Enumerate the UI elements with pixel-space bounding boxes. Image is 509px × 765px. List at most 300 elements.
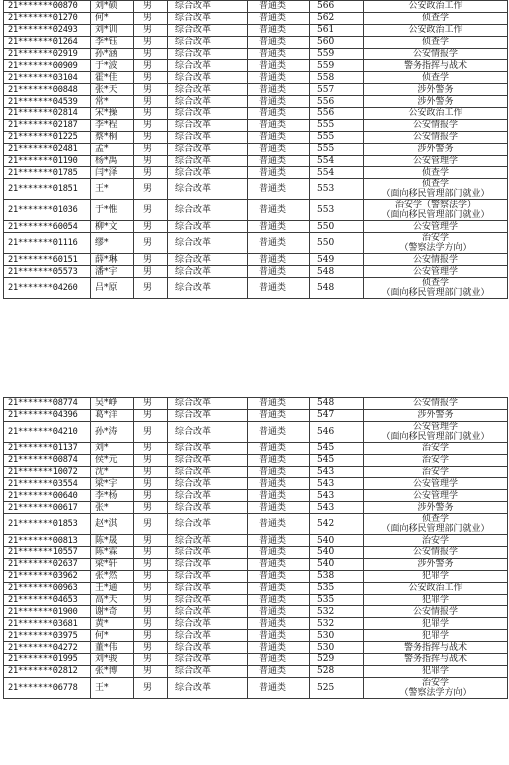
score-cell: 545 <box>310 442 364 454</box>
student-name-cell: 陈*霖 <box>91 547 134 559</box>
student-name-cell: 潘*宇 <box>91 266 134 278</box>
gender-cell: 男 <box>134 278 168 299</box>
score-cell: 550 <box>310 221 364 233</box>
gender-cell: 男 <box>134 12 168 24</box>
exam-type-cell: 综合改革 <box>168 665 248 677</box>
table-row <box>4 233 508 254</box>
major-cell: 涉外警务 <box>364 143 508 155</box>
candidate-id-cell: 21*******00909 <box>4 60 91 72</box>
candidate-id-cell: 21*******01116 <box>4 233 91 254</box>
major-cell: 犯罪学 <box>364 665 508 677</box>
category-cell: 普通类 <box>248 254 310 266</box>
candidate-id-cell: 21*******00640 <box>4 490 91 502</box>
category-cell: 普通类 <box>248 547 310 559</box>
gender-cell: 男 <box>134 654 168 666</box>
score-cell: 545 <box>310 454 364 466</box>
gender-cell: 男 <box>134 502 168 514</box>
table-row <box>4 266 508 278</box>
category-cell: 普通类 <box>248 442 310 454</box>
table-row <box>4 630 508 642</box>
table-row <box>4 1 508 13</box>
score-cell: 543 <box>310 466 364 478</box>
major-cell: 侦查学 （面向移民管理部门就业） <box>364 179 508 200</box>
exam-type-cell: 综合改革 <box>168 606 248 618</box>
exam-type-cell: 综合改革 <box>168 48 248 60</box>
category-cell: 普通类 <box>248 466 310 478</box>
exam-type-cell: 综合改革 <box>168 514 248 535</box>
major-cell: 涉外警务 <box>364 84 508 96</box>
candidate-id-cell: 21*******02481 <box>4 143 91 155</box>
score-cell: 538 <box>310 570 364 582</box>
score-cell: 540 <box>310 547 364 559</box>
major-cell: 涉外警务 <box>364 502 508 514</box>
major-cell: 犯罪学 <box>364 594 508 606</box>
gender-cell: 男 <box>134 594 168 606</box>
gender-cell: 男 <box>134 442 168 454</box>
exam-type-cell: 综合改革 <box>168 143 248 155</box>
major-cell: 犯罪学 <box>364 570 508 582</box>
gender-cell: 男 <box>134 221 168 233</box>
candidate-id-cell: 21*******03104 <box>4 72 91 84</box>
category-cell: 普通类 <box>248 233 310 254</box>
major-cell: 公安管理学 （面向移民管理部门就业） <box>364 421 508 442</box>
candidate-id-cell: 21*******06778 <box>4 677 91 698</box>
results-table <box>3 397 508 699</box>
category-cell: 普通类 <box>248 490 310 502</box>
score-cell: 540 <box>310 558 364 570</box>
exam-type-cell: 综合改革 <box>168 642 248 654</box>
exam-type-cell: 综合改革 <box>168 654 248 666</box>
major-cell: 犯罪学 <box>364 630 508 642</box>
candidate-id-cell: 21*******03962 <box>4 570 91 582</box>
score-cell: 529 <box>310 654 364 666</box>
student-name-cell: 柳*文 <box>91 221 134 233</box>
exam-type-cell: 综合改革 <box>168 179 248 200</box>
student-name-cell: 张*天 <box>91 84 134 96</box>
table-row <box>4 24 508 36</box>
exam-type-cell: 综合改革 <box>168 618 248 630</box>
category-cell: 普通类 <box>248 167 310 179</box>
student-name-cell: 何* <box>91 630 134 642</box>
major-cell: 公安政治工作 <box>364 582 508 594</box>
gender-cell: 男 <box>134 606 168 618</box>
exam-type-cell: 综合改革 <box>168 278 248 299</box>
student-name-cell: 刘*训 <box>91 24 134 36</box>
category-cell: 普通类 <box>248 630 310 642</box>
category-cell: 普通类 <box>248 514 310 535</box>
student-name-cell: 李*杨 <box>91 490 134 502</box>
exam-type-cell: 综合改革 <box>168 502 248 514</box>
exam-type-cell: 综合改革 <box>168 454 248 466</box>
student-name-cell: 王* <box>91 179 134 200</box>
category-cell: 普通类 <box>248 12 310 24</box>
category-cell: 普通类 <box>248 677 310 698</box>
gender-cell: 男 <box>134 421 168 442</box>
score-cell: 540 <box>310 535 364 547</box>
gender-cell: 男 <box>134 398 168 410</box>
major-cell: 公安管理学 <box>364 155 508 167</box>
major-cell: 涉外警务 <box>364 409 508 421</box>
candidate-id-cell: 21*******02919 <box>4 48 91 60</box>
table-row <box>4 558 508 570</box>
major-cell: 涉外警务 <box>364 96 508 108</box>
student-name-cell: 薛*琳 <box>91 254 134 266</box>
table-row <box>4 490 508 502</box>
table-row <box>4 677 508 698</box>
score-cell: 555 <box>310 131 364 143</box>
score-cell: 528 <box>310 665 364 677</box>
category-cell: 普通类 <box>248 200 310 221</box>
table-row <box>4 535 508 547</box>
gender-cell: 男 <box>134 618 168 630</box>
score-cell: 555 <box>310 143 364 155</box>
table-row <box>4 665 508 677</box>
major-cell: 公安政治工作 <box>364 108 508 120</box>
candidate-id-cell: 21*******01270 <box>4 12 91 24</box>
category-cell: 普通类 <box>248 60 310 72</box>
exam-type-cell: 综合改革 <box>168 119 248 131</box>
student-name-cell: 沈* <box>91 466 134 478</box>
exam-type-cell: 综合改革 <box>168 594 248 606</box>
candidate-id-cell: 21*******08774 <box>4 398 91 410</box>
candidate-id-cell: 21*******04210 <box>4 421 91 442</box>
candidate-id-cell: 21*******00874 <box>4 454 91 466</box>
gender-cell: 男 <box>134 72 168 84</box>
table-row <box>4 179 508 200</box>
table-body <box>4 398 508 699</box>
table-row <box>4 200 508 221</box>
table-row <box>4 143 508 155</box>
candidate-id-cell: 21*******10072 <box>4 466 91 478</box>
student-name-cell: 张*然 <box>91 570 134 582</box>
score-cell: 553 <box>310 200 364 221</box>
candidate-id-cell: 21*******10557 <box>4 547 91 559</box>
candidate-id-cell: 21*******02187 <box>4 119 91 131</box>
major-cell: 侦查学 <box>364 12 508 24</box>
exam-type-cell: 综合改革 <box>168 96 248 108</box>
student-name-cell: 蔡*桐 <box>91 131 134 143</box>
exam-type-cell: 综合改革 <box>168 24 248 36</box>
student-name-cell: 李*程 <box>91 119 134 131</box>
category-cell: 普通类 <box>248 570 310 582</box>
major-cell: 治安学 <box>364 454 508 466</box>
gender-cell: 男 <box>134 155 168 167</box>
candidate-id-cell: 21*******01225 <box>4 131 91 143</box>
major-cell: 警务指挥与战术 <box>364 60 508 72</box>
candidate-id-cell: 21*******04539 <box>4 96 91 108</box>
category-cell: 普通类 <box>248 278 310 299</box>
student-name-cell: 张*博 <box>91 665 134 677</box>
major-cell: 侦查学 <box>364 72 508 84</box>
major-cell: 公安政治工作 <box>364 1 508 13</box>
table-row <box>4 155 508 167</box>
exam-type-cell: 综合改革 <box>168 155 248 167</box>
gender-cell: 男 <box>134 131 168 143</box>
student-name-cell: 何* <box>91 12 134 24</box>
category-cell: 普通类 <box>248 421 310 442</box>
candidate-id-cell: 21*******02493 <box>4 24 91 36</box>
score-cell: 548 <box>310 278 364 299</box>
score-cell: 559 <box>310 60 364 72</box>
student-name-cell: 孟* <box>91 143 134 155</box>
exam-type-cell: 综合改革 <box>168 108 248 120</box>
gender-cell: 男 <box>134 454 168 466</box>
score-cell: 535 <box>310 594 364 606</box>
student-name-cell: 黄* <box>91 618 134 630</box>
category-cell: 普通类 <box>248 179 310 200</box>
major-cell: 公安管理学 <box>364 266 508 278</box>
student-name-cell: 董*伟 <box>91 642 134 654</box>
table-row <box>4 48 508 60</box>
major-cell: 治安学 （警察法学方向） <box>364 233 508 254</box>
category-cell: 普通类 <box>248 502 310 514</box>
major-cell: 公安情报学 <box>364 254 508 266</box>
table-row <box>4 409 508 421</box>
student-name-cell: 葛*洋 <box>91 409 134 421</box>
score-cell: 560 <box>310 36 364 48</box>
table-row <box>4 582 508 594</box>
major-cell: 侦查学 <box>364 167 508 179</box>
exam-type-cell: 综合改革 <box>168 200 248 221</box>
major-cell: 警务指挥与战术 <box>364 654 508 666</box>
student-name-cell: 霍*佳 <box>91 72 134 84</box>
student-name-cell: 梁*宇 <box>91 478 134 490</box>
exam-type-cell: 综合改革 <box>168 558 248 570</box>
candidate-id-cell: 21*******01995 <box>4 654 91 666</box>
major-cell: 公安政治工作 <box>364 24 508 36</box>
score-cell: 557 <box>310 84 364 96</box>
score-cell: 525 <box>310 677 364 698</box>
candidate-id-cell: 21*******03975 <box>4 630 91 642</box>
table-row <box>4 421 508 442</box>
score-cell: 530 <box>310 630 364 642</box>
candidate-id-cell: 21*******02637 <box>4 558 91 570</box>
table-row <box>4 398 508 410</box>
major-cell: 公安情报学 <box>364 48 508 60</box>
major-cell: 治安学 <box>364 535 508 547</box>
category-cell: 普通类 <box>248 398 310 410</box>
major-cell: 公安管理学 <box>364 221 508 233</box>
exam-type-cell: 综合改革 <box>168 12 248 24</box>
category-cell: 普通类 <box>248 454 310 466</box>
category-cell: 普通类 <box>248 84 310 96</box>
score-cell: 553 <box>310 179 364 200</box>
gender-cell: 男 <box>134 254 168 266</box>
student-name-cell: 宋*操 <box>91 108 134 120</box>
score-cell: 530 <box>310 642 364 654</box>
table-row <box>4 642 508 654</box>
category-cell: 普通类 <box>248 606 310 618</box>
exam-type-cell: 综合改革 <box>168 630 248 642</box>
candidate-id-cell: 21*******01785 <box>4 167 91 179</box>
score-cell: 548 <box>310 266 364 278</box>
score-cell: 554 <box>310 167 364 179</box>
category-cell: 普通类 <box>248 119 310 131</box>
table-row <box>4 36 508 48</box>
gender-cell: 男 <box>134 409 168 421</box>
exam-type-cell: 综合改革 <box>168 478 248 490</box>
exam-type-cell: 综合改革 <box>168 442 248 454</box>
category-cell: 普通类 <box>248 618 310 630</box>
major-cell: 治安学 <box>364 466 508 478</box>
student-name-cell: 张* <box>91 502 134 514</box>
category-cell: 普通类 <box>248 665 310 677</box>
exam-type-cell: 综合改革 <box>168 535 248 547</box>
table-row <box>4 618 508 630</box>
major-cell: 公安管理学 <box>364 478 508 490</box>
score-cell: 543 <box>310 502 364 514</box>
gender-cell: 男 <box>134 535 168 547</box>
candidate-id-cell: 21*******04260 <box>4 278 91 299</box>
score-cell: 549 <box>310 254 364 266</box>
table-row <box>4 466 508 478</box>
candidate-id-cell: 21*******02814 <box>4 108 91 120</box>
student-name-cell: 陈*晟 <box>91 535 134 547</box>
results-table <box>3 0 508 299</box>
candidate-id-cell: 21*******60151 <box>4 254 91 266</box>
exam-type-cell: 综合改革 <box>168 1 248 13</box>
gender-cell: 男 <box>134 490 168 502</box>
exam-type-cell: 综合改革 <box>168 167 248 179</box>
major-cell: 涉外警务 <box>364 558 508 570</box>
gender-cell: 男 <box>134 108 168 120</box>
score-cell: 550 <box>310 233 364 254</box>
gender-cell: 男 <box>134 665 168 677</box>
gender-cell: 男 <box>134 466 168 478</box>
table-row <box>4 502 508 514</box>
exam-type-cell: 综合改革 <box>168 466 248 478</box>
category-cell: 普通类 <box>248 108 310 120</box>
table-row <box>4 72 508 84</box>
score-cell: 535 <box>310 582 364 594</box>
candidate-id-cell: 21*******05573 <box>4 266 91 278</box>
exam-type-cell: 综合改革 <box>168 84 248 96</box>
gender-cell: 男 <box>134 179 168 200</box>
exam-type-cell: 综合改革 <box>168 221 248 233</box>
category-cell: 普通类 <box>248 131 310 143</box>
gender-cell: 男 <box>134 642 168 654</box>
candidate-id-cell: 21*******03681 <box>4 618 91 630</box>
exam-type-cell: 综合改革 <box>168 398 248 410</box>
gender-cell: 男 <box>134 630 168 642</box>
major-cell: 侦查学 （面向移民管理部门就业） <box>364 514 508 535</box>
gender-cell: 男 <box>134 478 168 490</box>
score-cell: 547 <box>310 409 364 421</box>
table-row <box>4 108 508 120</box>
student-name-cell: 李*钰 <box>91 36 134 48</box>
major-cell: 治安学 （警察法学方向） <box>364 677 508 698</box>
category-cell: 普通类 <box>248 221 310 233</box>
candidate-id-cell: 21*******02812 <box>4 665 91 677</box>
gender-cell: 男 <box>134 167 168 179</box>
score-cell: 543 <box>310 490 364 502</box>
category-cell: 普通类 <box>248 535 310 547</box>
exam-type-cell: 综合改革 <box>168 547 248 559</box>
student-name-cell: 梁*轩 <box>91 558 134 570</box>
category-cell: 普通类 <box>248 654 310 666</box>
candidate-id-cell: 21*******00848 <box>4 84 91 96</box>
major-cell: 公安情报学 <box>364 547 508 559</box>
candidate-id-cell: 21*******00870 <box>4 1 91 13</box>
category-cell: 普通类 <box>248 48 310 60</box>
exam-type-cell: 综合改革 <box>168 131 248 143</box>
exam-type-cell: 综合改革 <box>168 421 248 442</box>
exam-type-cell: 综合改革 <box>168 254 248 266</box>
admission-table-top <box>3 0 507 299</box>
student-name-cell: 闫*泽 <box>91 167 134 179</box>
student-name-cell: 王* <box>91 677 134 698</box>
category-cell: 普通类 <box>248 72 310 84</box>
table-row <box>4 570 508 582</box>
major-cell: 公安情报学 <box>364 398 508 410</box>
category-cell: 普通类 <box>248 582 310 594</box>
student-name-cell: 谢*奇 <box>91 606 134 618</box>
major-cell: 公安情报学 <box>364 606 508 618</box>
candidate-id-cell: 21*******01900 <box>4 606 91 618</box>
gender-cell: 男 <box>134 119 168 131</box>
table-row <box>4 131 508 143</box>
exam-type-cell: 综合改革 <box>168 582 248 594</box>
score-cell: 556 <box>310 108 364 120</box>
gender-cell: 男 <box>134 36 168 48</box>
exam-type-cell: 综合改革 <box>168 36 248 48</box>
student-name-cell: 缪* <box>91 233 134 254</box>
table-body <box>4 1 508 299</box>
student-name-cell: 赵*淇 <box>91 514 134 535</box>
major-cell: 治安学（警察法学） （面向移民管理部门就业） <box>364 200 508 221</box>
category-cell: 普通类 <box>248 1 310 13</box>
major-cell: 治安学 <box>364 442 508 454</box>
gender-cell: 男 <box>134 677 168 698</box>
table-row <box>4 60 508 72</box>
table-row <box>4 478 508 490</box>
gender-cell: 男 <box>134 96 168 108</box>
student-name-cell: 刘*硕 <box>91 1 134 13</box>
admission-table-bottom <box>3 397 507 699</box>
gender-cell: 男 <box>134 60 168 72</box>
table-row <box>4 442 508 454</box>
score-cell: 554 <box>310 155 364 167</box>
score-cell: 561 <box>310 24 364 36</box>
table-row <box>4 594 508 606</box>
candidate-id-cell: 21*******01853 <box>4 514 91 535</box>
category-cell: 普通类 <box>248 155 310 167</box>
score-cell: 543 <box>310 478 364 490</box>
score-cell: 546 <box>310 421 364 442</box>
exam-type-cell: 综合改革 <box>168 233 248 254</box>
major-cell: 警务指挥与战术 <box>364 642 508 654</box>
gender-cell: 男 <box>134 24 168 36</box>
major-cell: 侦查学 <box>364 36 508 48</box>
score-cell: 558 <box>310 72 364 84</box>
student-name-cell: 高*天 <box>91 594 134 606</box>
student-name-cell: 孙*涵 <box>91 48 134 60</box>
candidate-id-cell: 21*******04653 <box>4 594 91 606</box>
gender-cell: 男 <box>134 233 168 254</box>
student-name-cell: 王*通 <box>91 582 134 594</box>
table-row <box>4 119 508 131</box>
major-cell: 公安情报学 <box>364 119 508 131</box>
major-cell: 侦查学 （面向移民管理部门就业） <box>364 278 508 299</box>
table-row <box>4 514 508 535</box>
candidate-id-cell: 21*******01137 <box>4 442 91 454</box>
score-cell: 532 <box>310 618 364 630</box>
gender-cell: 男 <box>134 547 168 559</box>
table-row <box>4 606 508 618</box>
major-cell: 公安管理学 <box>364 490 508 502</box>
table-row <box>4 84 508 96</box>
category-cell: 普通类 <box>248 642 310 654</box>
